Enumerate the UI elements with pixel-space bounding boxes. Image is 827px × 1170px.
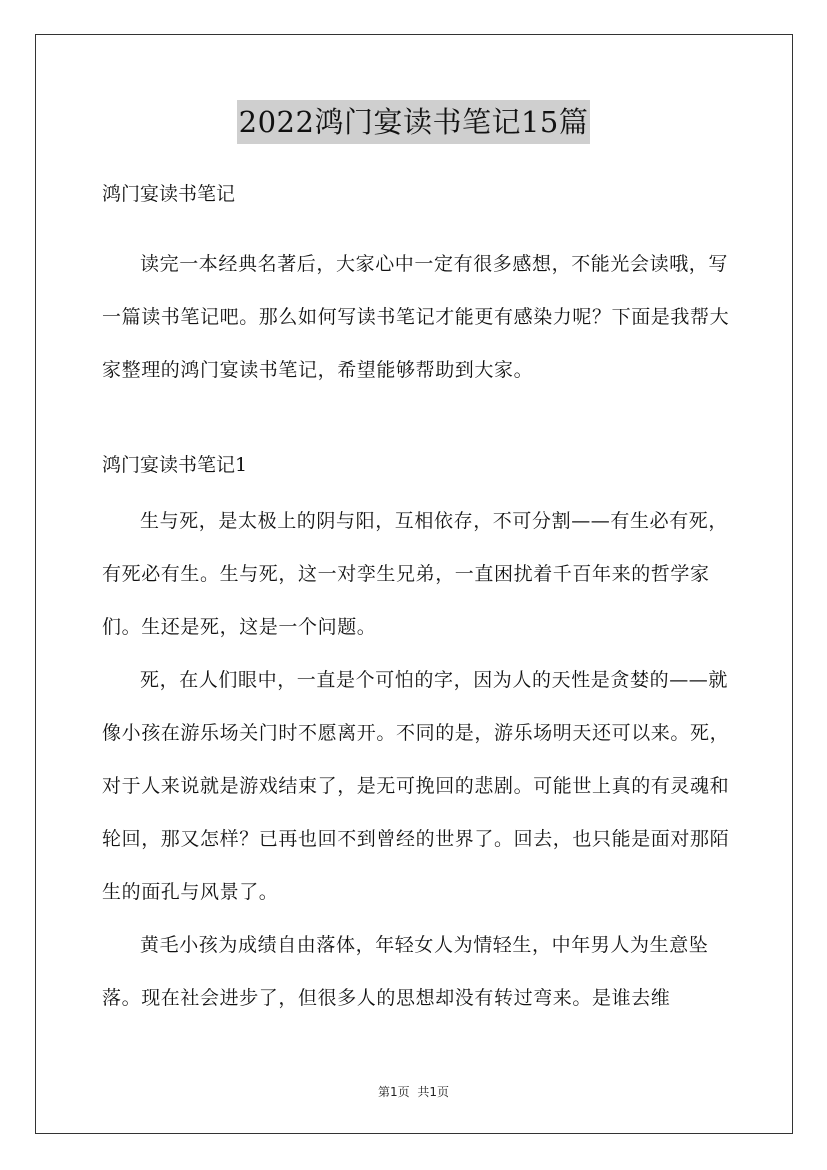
intro-heading: 鸿门宴读书笔记 (102, 183, 236, 205)
intro-paragraph: 读完一本经典名著后，大家心中一定有很多感想，不能光会读哦，写一篇读书笔记吧。那么如何写读书笔记才能更有感染力呢？下面是我帮大家整理的鸿门宴读书笔记，希望能够帮助到大家。 (102, 253, 730, 381)
page-number-total: 共1页 (417, 1085, 450, 1099)
section1-paragraph-2: 死，在人们眼中，一直是个可怕的字，因为人的天性是贪婪的——就像小孩在游乐场关门时不愿离开。不同的是，游乐场明天还可以来。死，对于人来说就是游戏结束了，是无可挽回的悲剧。可能世上真的有灵魂和轮回，那又怎样？已再也回不到曾经的世界了。回去，也只能是面对那陌生的面孔与风景了。 (102, 669, 730, 903)
spacer (102, 216, 742, 238)
spacer (102, 397, 742, 443)
section1-paragraph-1: 生与死，是太极上的阴与阳，互相依存，不可分割——有生必有死，有死必有生。生与死，这一对孪生兄弟，一直困扰着千百年来的哲学家们。生还是死，这是一个问题。 (102, 510, 729, 638)
spacer (102, 487, 742, 495)
section1-paragraph-3: 黄毛小孩为成绩自由落体，年轻女人为情轻生，中年男人为生意坠落。现在社会进步了，但很多人的思想却没有转过弯来。是谁去维 (102, 934, 709, 1009)
document-title: 2022鸿门宴读书笔记15篇 (237, 100, 591, 144)
page-number-current: 第1页 (377, 1085, 410, 1099)
document-body (102, 172, 742, 1025)
page-footer (0, 1083, 827, 1100)
title-container (0, 100, 827, 144)
section1-heading: 鸿门宴读书笔记1 (102, 454, 248, 476)
